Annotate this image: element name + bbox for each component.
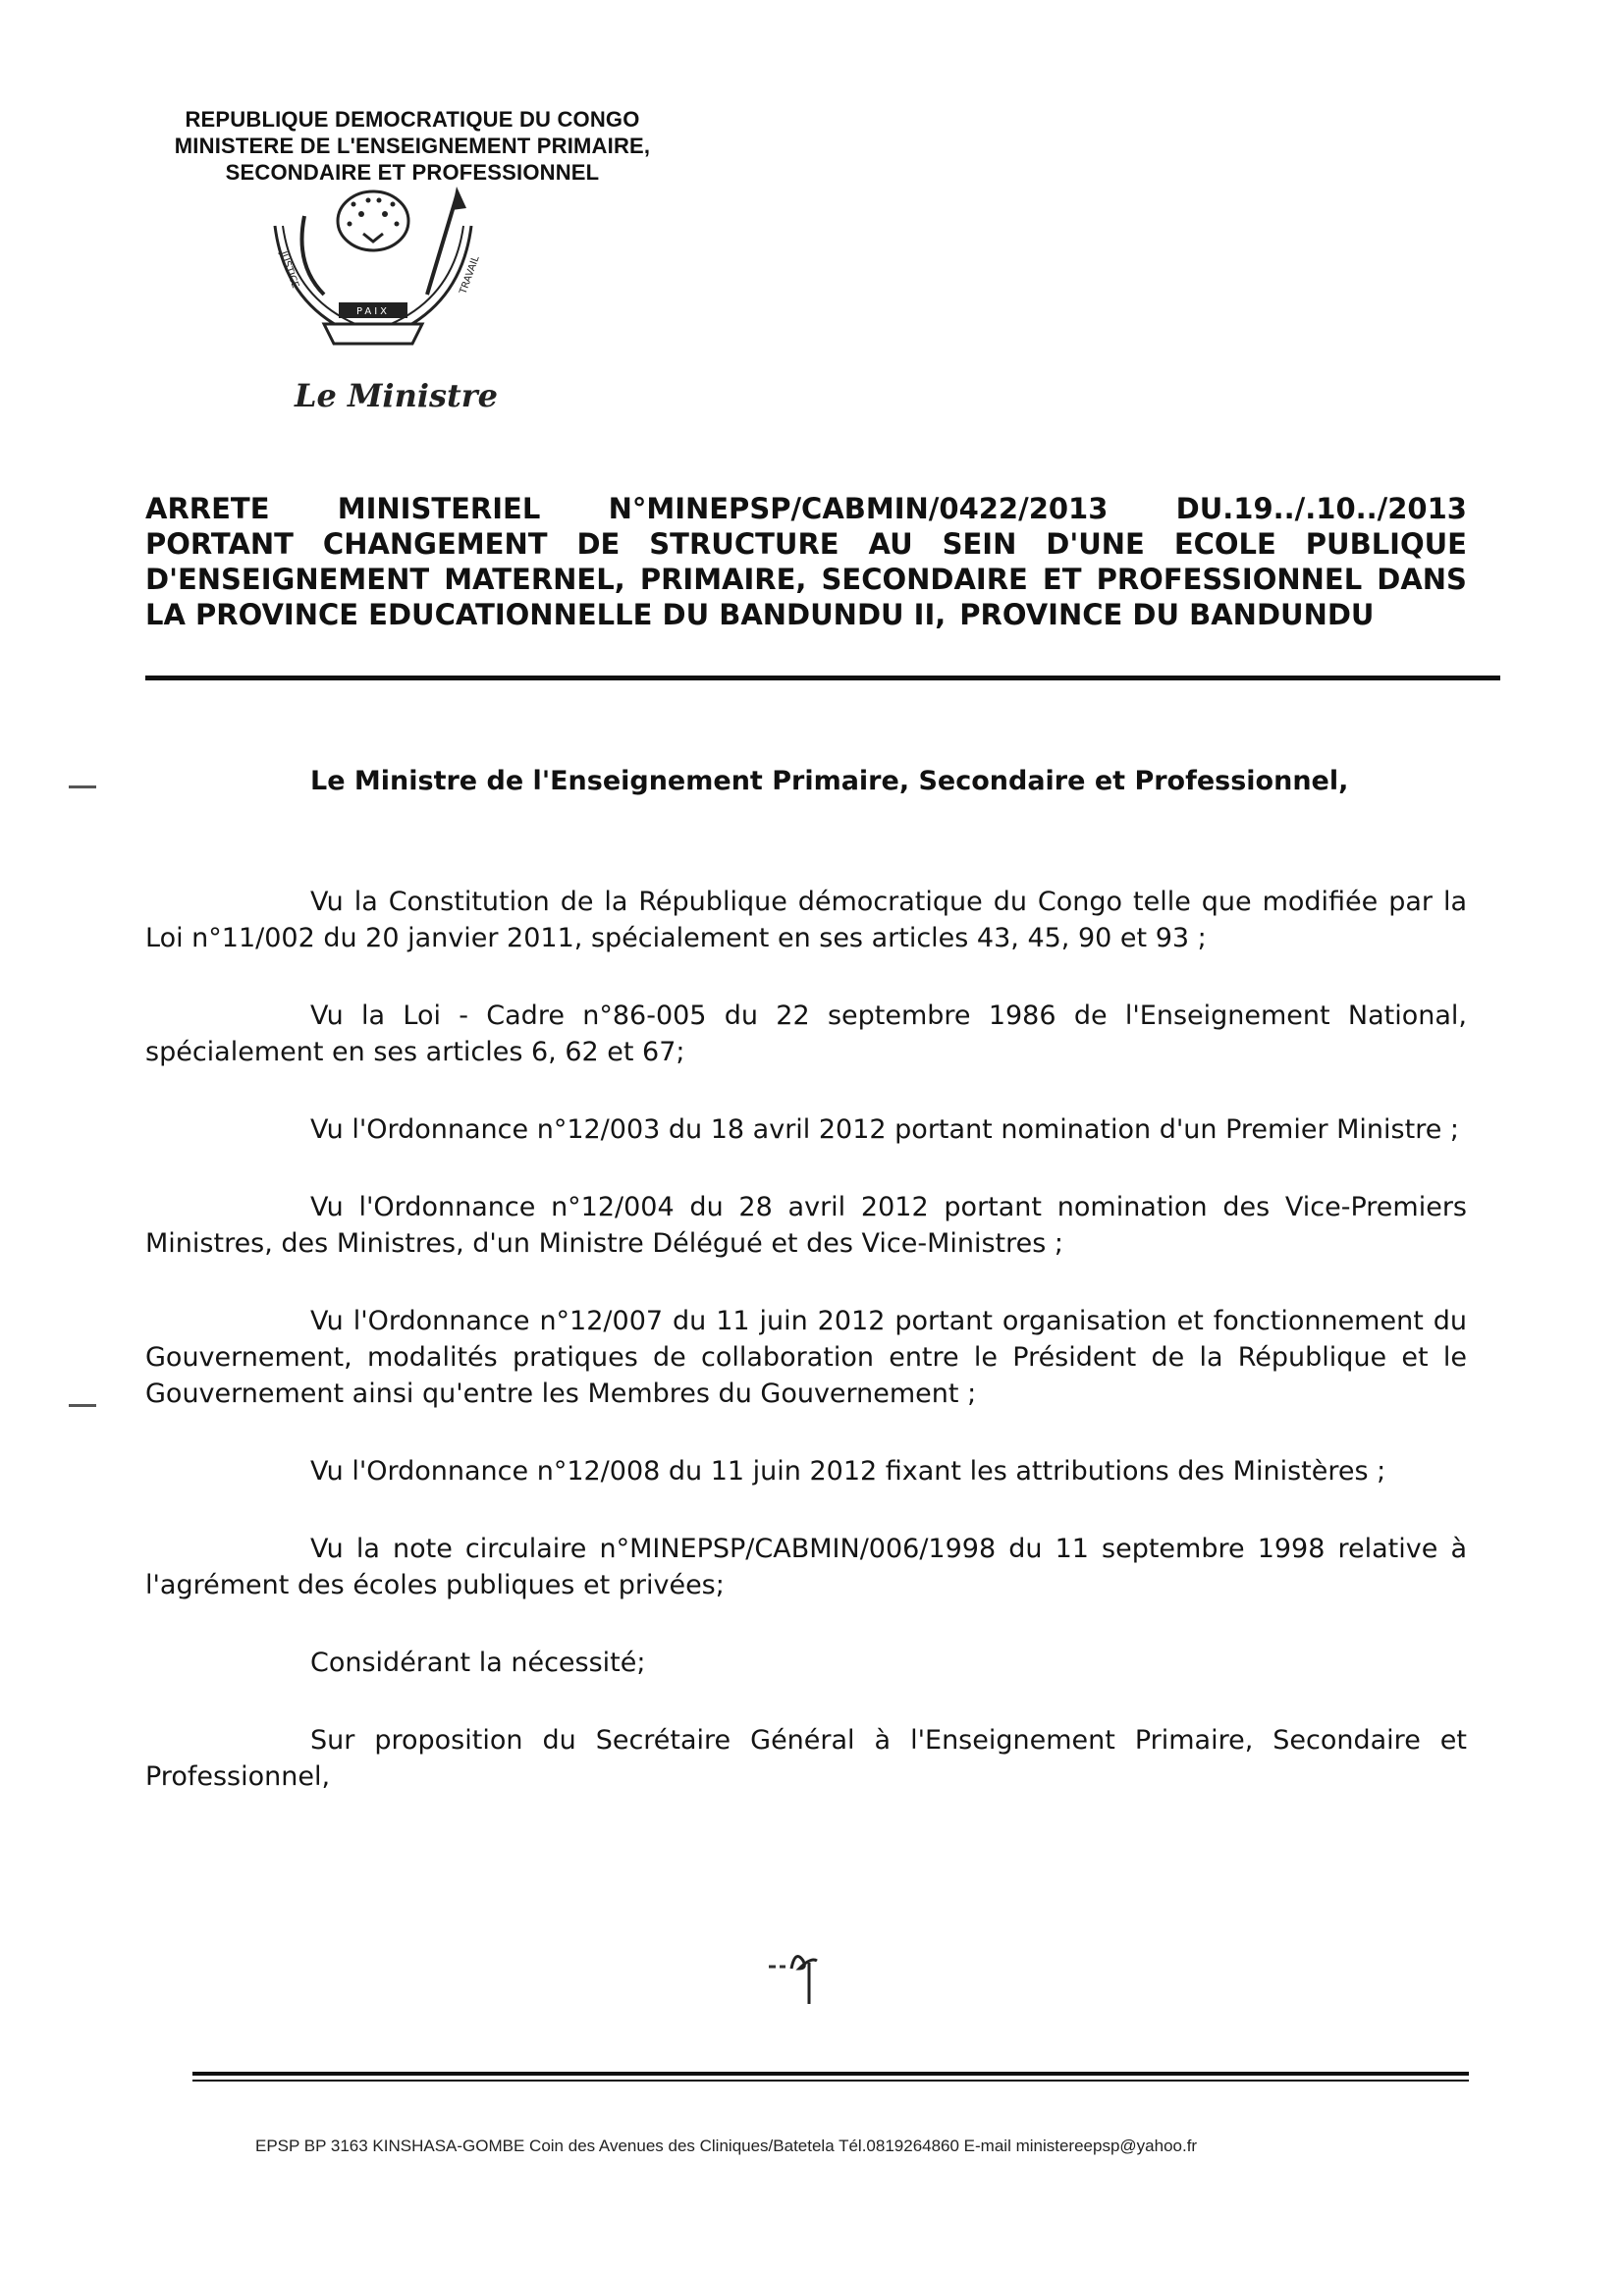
margin-mark <box>69 785 96 788</box>
title-line-2 <box>145 526 1467 562</box>
title-word: STRUCTURE <box>649 527 839 561</box>
decree-number: N°MINEPSP/CABMIN/0422/2013 <box>608 492 1109 525</box>
preamble-paragraph: Vu la Loi - Cadre n°86-005 du 22 septembre 1986 de l'Enseignement National, spécialement en ses articles 6, 62 et 67; <box>145 1001 1467 1067</box>
motto-right: TRAVAIL <box>458 254 482 297</box>
preamble-paragraph: Vu l'Ordonnance n°12/004 du 28 avril 2012 portant nomination des Vice-Premiers Ministres, des Ministres, d'un Ministre Délégué et des Vice-Ministres ; <box>145 1192 1467 1259</box>
motto-center: PAIX <box>355 306 391 317</box>
title-word: LA PROVINCE EDUCATIONNELLE DU BANDUNDU II, <box>145 598 947 631</box>
title-line-1 <box>145 491 1467 526</box>
preamble-paragraph: Considérant la nécessité; <box>310 1648 646 1678</box>
title-word: DANS <box>1377 563 1467 596</box>
letterhead <box>137 106 687 186</box>
preamble-paragraph: Vu l'Ordonnance n°12/008 du 11 juin 2012 fixant les attributions des Ministères ; <box>310 1456 1386 1487</box>
title-word: AU <box>868 527 913 561</box>
title-word: PROVINCE DU BANDUNDU <box>959 598 1375 631</box>
footer-divider-thin <box>192 2080 1469 2082</box>
coat-of-arms-icon <box>255 187 491 353</box>
title-word: SECONDAIRE <box>821 563 1028 596</box>
title-word: MATERNEL, <box>444 563 625 596</box>
initials-paraph-icon <box>764 1939 842 2008</box>
title-word: SEIN <box>942 527 1017 561</box>
preamble-paragraph: Vu l'Ordonnance n°12/003 du 18 avril 2012 portant nomination d'un Premier Ministre ; <box>310 1114 1459 1145</box>
title-word: D'UNE <box>1046 527 1145 561</box>
title-word: ARRETE <box>145 492 270 525</box>
title-word: PORTANT <box>145 527 294 561</box>
title-line-3 <box>145 562 1467 597</box>
preamble-paragraph: Vu la Constitution de la République démocratique du Congo telle que modifiée par la Loi n°11/002 du 20 janvier 2011, spécialement en ses articles 43, 45, 90 et 93 ; <box>145 887 1467 953</box>
preamble-paragraph: Vu la note circulaire n°MINEPSP/CABMIN/006/1998 du 11 septembre 1998 relative à l'agrément des écoles publiques et privées; <box>145 1534 1467 1600</box>
title-line-4 <box>145 597 1467 632</box>
title-word: DE <box>576 527 621 561</box>
title-word: ECOLE <box>1173 527 1276 561</box>
preamble-paragraph: Sur proposition du Secrétaire Général à l'Enseignement Primaire, Secondaire et Professionnel, <box>145 1725 1467 1792</box>
title-divider <box>145 676 1500 680</box>
title-word: ET <box>1042 563 1082 596</box>
title-word: PRIMAIRE, <box>639 563 807 596</box>
title-word: MINISTERIEL <box>337 492 541 525</box>
minister-heading: Le Ministre de l'Enseignement Primaire, Secondaire et Professionnel, <box>310 766 1349 796</box>
title-word: PROFESSIONNEL <box>1096 563 1363 596</box>
motto-left: JUSTICE <box>277 249 301 291</box>
title-word: CHANGEMENT <box>322 527 548 561</box>
decree-title <box>145 491 1467 632</box>
margin-mark <box>69 1404 96 1407</box>
preamble <box>145 884 1467 1836</box>
decree-date: DU.19../.10../2013 <box>1175 492 1467 525</box>
letterhead-ministry: MINISTERE DE L'ENSEIGNEMENT PRIMAIRE, <box>174 134 651 158</box>
preamble-paragraph: Vu l'Ordonnance n°12/007 du 11 juin 2012 portant organisation et fonctionnement du Gouvernement, modalités pratiques de collaboration entre le Président de la République et le Gouvernement ainsi qu'entre les Membres du Gouvernement ; <box>145 1306 1467 1409</box>
letterhead-country: REPUBLIQUE DEMOCRATIQUE DU CONGO <box>185 107 640 132</box>
letterhead-ministry-cont: SECONDAIRE ET PROFESSIONNEL <box>225 160 600 185</box>
title-word: PUBLIQUE <box>1305 527 1467 561</box>
ministre-signature-label: Le Ministre <box>295 377 499 414</box>
footer-contact: EPSP BP 3163 KINSHASA-GOMBE Coin des Avenues des Cliniques/Batetela Tél.0819264860 E-mail ministereepsp@yahoo.fr <box>255 2137 1198 2155</box>
title-word: D'ENSEIGNEMENT <box>145 563 430 596</box>
footer-divider <box>192 2072 1469 2076</box>
